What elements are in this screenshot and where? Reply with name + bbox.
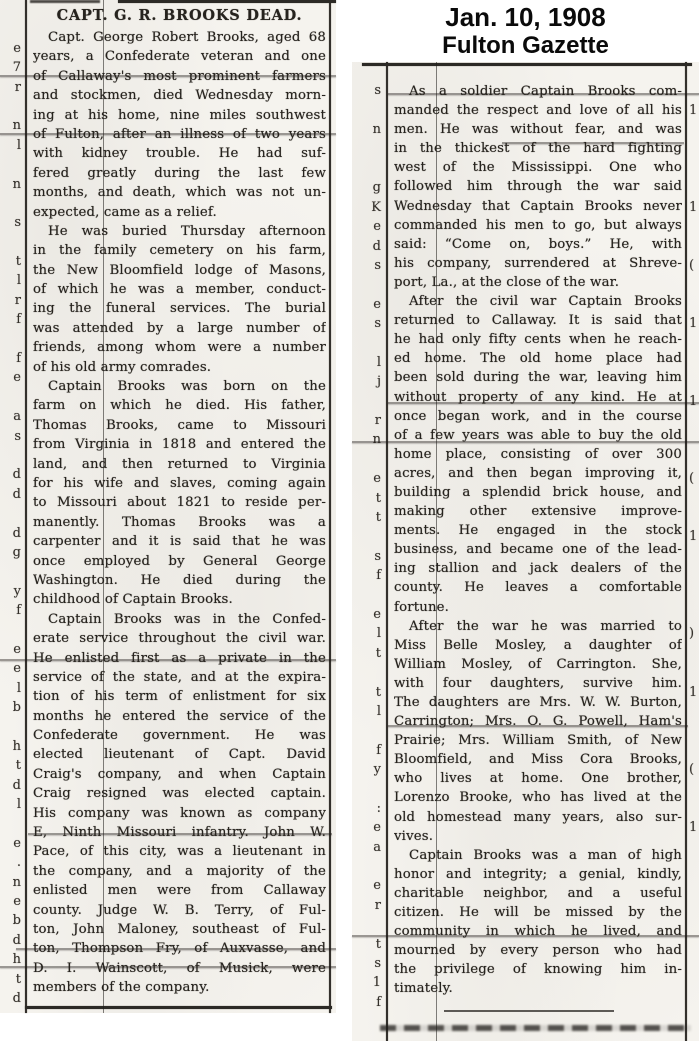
edge-fragment: y xyxy=(373,762,381,778)
text-line: with kidney trouble. He had suf- xyxy=(33,146,326,162)
left-column-right-border xyxy=(329,0,331,1013)
text-line: returned to Callaway. It is said that xyxy=(394,313,682,329)
edge-fragment: y xyxy=(13,583,21,599)
edge-fragment: 1 xyxy=(689,316,698,332)
edge-fragment xyxy=(687,779,699,798)
edge-fragment: l xyxy=(376,626,381,642)
edge-fragment: r xyxy=(374,897,381,913)
text-line: ing stallion and jack dealers of the xyxy=(394,561,682,577)
paragraph xyxy=(394,846,682,999)
paragraph xyxy=(394,617,682,846)
caption-source: Fulton Gazette xyxy=(442,32,609,59)
text-line: William Mosley, of Carrington. She, xyxy=(394,656,682,672)
text-line: was attended by a large number of xyxy=(33,320,326,336)
edge-fragment xyxy=(356,275,384,294)
text-line: mourned by every person who had xyxy=(394,943,682,959)
text-line: of which he was a member, conduct- xyxy=(33,282,326,298)
edge-fragment: t xyxy=(375,509,381,525)
edge-fragment xyxy=(687,237,699,256)
edge-fragment xyxy=(356,450,384,469)
text-line: manded the respect and love of all his xyxy=(394,103,682,119)
edge-fragment: n xyxy=(12,874,21,890)
text-line: acres, and then began improving it, xyxy=(394,465,682,481)
edge-fragment: s xyxy=(374,83,381,99)
text-line: of Fulton, after an illness of two years xyxy=(33,126,326,142)
edge-fragment xyxy=(356,915,384,934)
edge-fragment: 1 xyxy=(689,684,698,700)
edge-fragment xyxy=(687,372,699,391)
text-line: months, and death, which was not un- xyxy=(33,185,326,201)
edge-fragment: l xyxy=(16,680,21,696)
edge-fragment xyxy=(356,1032,384,1041)
text-line: timately. xyxy=(394,981,453,997)
edge-fragment: s xyxy=(14,428,21,444)
edge-fragment: r xyxy=(374,413,381,429)
edge-fragment: ( xyxy=(689,762,695,778)
edge-fragment xyxy=(687,799,699,818)
text-line: land, and then returned to Virginia xyxy=(33,456,326,472)
edge-fragment: : xyxy=(376,800,381,816)
left-clipping-bottom-border xyxy=(25,1006,332,1009)
text-line: expected, came as a relief. xyxy=(33,204,217,220)
edge-fragment: f xyxy=(376,742,381,758)
text-line: Pace, of this city, was a lieutenant in xyxy=(33,844,326,860)
edge-fragment xyxy=(0,562,24,581)
edge-fragment xyxy=(356,779,384,798)
text-line: D. I. Wainscott, of Musick, were xyxy=(33,960,326,976)
left-newspaper-clipping xyxy=(0,0,336,1013)
text-line: once employed by General George xyxy=(33,553,326,569)
edge-fragment xyxy=(0,19,24,38)
edge-fragment xyxy=(687,508,699,527)
edge-fragment xyxy=(0,504,24,523)
edge-fragment xyxy=(356,101,384,120)
gutter-cut-off-column-fragments xyxy=(356,62,384,1041)
edge-fragment: e xyxy=(13,661,21,677)
text-line: carpenter and it is said that he was xyxy=(33,534,326,550)
text-line: of a few years was able to buy the old xyxy=(394,427,682,443)
text-line: said: “Come on, boys.” He, with xyxy=(394,236,682,252)
text-line: home place, consisting of over 300 xyxy=(394,446,682,462)
text-line: ing at his home, nine miles southwest xyxy=(33,107,326,123)
edge-fragment xyxy=(687,644,699,663)
text-line: Captain Brooks was in the Confed- xyxy=(48,611,326,627)
edge-fragment: s xyxy=(374,257,381,273)
text-line: years, a Confederate veteran and one xyxy=(33,49,326,65)
text-line: Capt. George Robert Brooks, aged 68 xyxy=(48,30,326,45)
edge-fragment xyxy=(687,159,699,178)
edge-fragment xyxy=(687,140,699,159)
edge-fragment xyxy=(687,333,699,352)
text-line: from Virginia in 1818 and entered the xyxy=(33,437,326,453)
edge-fragment: t xyxy=(375,645,381,661)
edge-fragment xyxy=(687,721,699,740)
edge-fragment: . xyxy=(16,855,21,871)
text-line: Bloomfield, and Miss Cora Brooks, xyxy=(394,752,682,768)
article-headline: CAPT. G. R. BROOKS DEAD. xyxy=(56,7,303,24)
text-line: He was buried Thursday afternoon xyxy=(48,223,326,239)
edge-fragment xyxy=(356,527,384,546)
text-line: building a splendid brick house, and xyxy=(394,484,682,500)
caption-date: Jan. 10, 1908 xyxy=(445,2,606,32)
edge-fragment xyxy=(687,411,699,430)
edge-fragment xyxy=(356,392,384,411)
edge-fragment xyxy=(687,605,699,624)
edge-fragment xyxy=(0,1008,24,1013)
text-line: in the family cemetery on his farm, xyxy=(33,243,326,259)
edge-fragment: e xyxy=(13,641,21,657)
edge-fragment xyxy=(356,159,384,178)
paragraph xyxy=(33,610,326,998)
edge-fragment: l xyxy=(376,354,381,370)
edge-fragment: d xyxy=(372,238,381,254)
text-line: who lives at home. One brother, xyxy=(394,771,682,787)
edge-fragment: d xyxy=(12,525,21,541)
text-line: Carrington; Mrs. O. G. Powell, Ham's xyxy=(394,714,682,730)
right-newspaper-clipping xyxy=(352,62,699,1041)
text-line: Washington. He died during the xyxy=(33,572,326,588)
edge-fragment: f xyxy=(16,603,21,619)
text-line: followed him through the war said xyxy=(394,179,682,195)
right-clipping-top-border xyxy=(362,63,692,66)
edge-fragment: ( xyxy=(689,471,695,487)
paragraph xyxy=(33,222,326,377)
text-line: commanded his men to go, but always xyxy=(394,217,682,233)
edge-fragment: ) xyxy=(689,626,695,642)
edge-fragment: d xyxy=(12,467,21,483)
text-line: once began work, and in the course xyxy=(394,408,682,424)
edge-fragment: s xyxy=(374,955,381,971)
text-line: months he entered the service of the xyxy=(33,708,326,724)
edge-fragment: f xyxy=(376,994,381,1010)
edge-fragment: 1 xyxy=(689,393,698,409)
text-line: and stockmen, died Wednesday morn- xyxy=(33,88,326,104)
left-clipping-top-border xyxy=(118,0,336,3)
article-end-divider xyxy=(444,1010,614,1012)
edge-fragment: r xyxy=(14,79,21,95)
edge-fragment: e xyxy=(13,835,21,851)
edge-fragment xyxy=(0,388,24,407)
text-line: honor and integrity; a genial, kindly, xyxy=(394,866,682,882)
edge-fragment: j xyxy=(376,374,381,390)
text-line: ed home. The old home place had xyxy=(394,351,682,367)
edge-fragment: e xyxy=(373,606,381,622)
text-line: making other extensive improve- xyxy=(394,504,682,520)
text-line: elected lieutenant of Capt. David xyxy=(33,747,326,763)
text-line: old homestead many years, also sur- xyxy=(394,809,682,825)
text-line: enlisted men were from Callaway xyxy=(33,883,326,899)
left-cut-off-column-fragments xyxy=(0,0,24,1013)
text-line: Captain Brooks was born on the xyxy=(48,379,326,395)
edge-fragment xyxy=(0,155,24,174)
edge-fragment xyxy=(687,838,699,857)
edge-fragment: e xyxy=(13,893,21,909)
edge-fragment: d xyxy=(12,486,21,502)
text-line: farm on which he died. His father, xyxy=(33,398,326,414)
edge-fragment xyxy=(687,275,699,294)
edge-fragment xyxy=(687,295,699,314)
edge-fragment xyxy=(0,330,24,349)
text-line: E, Ninth Missouri infantry. John W. xyxy=(33,825,326,841)
text-line: The daughters are Mrs. W. W. Burton, xyxy=(394,695,682,710)
text-line: Craig's company, and when Captain xyxy=(33,766,326,782)
text-line: men. He was without fear, and was xyxy=(394,122,682,138)
text-line: the company, and a majority of the xyxy=(33,863,326,879)
text-line: county. He leaves a comfortable xyxy=(394,580,682,596)
text-line: ing the funeral services. The burial xyxy=(33,301,326,317)
text-line: friends, among whom were a number xyxy=(33,340,326,356)
text-line: he had only fifty cents when he reach- xyxy=(394,332,682,348)
text-line: west of the Mississippi. One who xyxy=(394,160,682,176)
text-line: without property of any kind. He at xyxy=(394,389,682,405)
edge-fragment: h xyxy=(12,738,21,754)
text-line: Miss Belle Mosley, a daughter of xyxy=(394,637,682,653)
edge-fragment xyxy=(687,547,699,566)
edge-fragment xyxy=(356,333,384,352)
edge-fragment xyxy=(687,353,699,372)
edge-fragment: e xyxy=(373,219,381,235)
edge-fragment xyxy=(0,194,24,213)
edge-fragment xyxy=(0,814,24,833)
text-line: Craig resigned was elected captain. xyxy=(33,786,326,802)
edge-fragment xyxy=(0,717,24,736)
edge-fragment xyxy=(356,663,384,682)
edge-fragment: b xyxy=(12,913,21,929)
edge-fragment xyxy=(687,217,699,236)
edge-fragment: e xyxy=(13,370,21,386)
edge-fragment: t xyxy=(375,490,381,506)
edge-fragment xyxy=(687,857,699,876)
edge-fragment xyxy=(687,896,699,915)
edge-fragment: n xyxy=(372,432,381,448)
text-line: been sold during the war, leaving him xyxy=(394,370,682,386)
edge-fragment: a xyxy=(13,409,21,425)
text-line: of Callaway's most prominent farmers xyxy=(33,68,326,84)
edge-fragment: f xyxy=(376,568,381,584)
text-line: members of the company. xyxy=(33,980,210,996)
edge-fragment: t xyxy=(15,971,21,987)
text-line: ton, John Maloney, southeast of Ful- xyxy=(33,921,326,937)
text-line: of his old army comrades. xyxy=(33,359,212,375)
left-column-text xyxy=(33,6,326,998)
text-line: ton, Thompson Fry, of Auxvasse, and xyxy=(33,941,326,957)
text-line: county. Judge W. B. Terry, of Ful- xyxy=(33,902,326,918)
edge-fragment xyxy=(356,857,384,876)
edge-fragment: d xyxy=(12,990,21,1006)
edge-fragment xyxy=(687,489,699,508)
edge-fragment xyxy=(0,97,24,116)
text-line: Lorenzo Brooke, who has lived at the xyxy=(394,790,682,806)
edge-fragment: 1 xyxy=(689,199,698,215)
edge-fragment: f xyxy=(16,312,21,328)
edge-fragment xyxy=(687,586,699,605)
text-line: Captain Brooks was a man of high xyxy=(409,847,682,863)
scan-smudge xyxy=(30,0,100,3)
edge-fragment: K xyxy=(371,199,381,215)
edge-fragment: n xyxy=(12,176,21,192)
edge-fragment xyxy=(687,178,699,197)
text-line: the New Bloomfield lodge of Masons, xyxy=(33,262,326,278)
text-line: vives. xyxy=(394,828,434,844)
edge-fragment: 7 xyxy=(12,60,21,76)
text-line: in the thickest of the hard fighting xyxy=(394,141,682,157)
edge-fragment xyxy=(687,876,699,895)
edge-fragment: n xyxy=(12,118,21,134)
left-column-left-border xyxy=(25,0,27,1013)
right-column-left-border xyxy=(386,62,388,1041)
edge-fragment: n xyxy=(372,122,381,138)
text-line: manently. Thomas Brooks was a xyxy=(33,514,326,530)
edge-fragment xyxy=(0,621,24,640)
cut-off-next-article-smudge xyxy=(380,1025,691,1031)
text-line: As a soldier Captain Brooks com- xyxy=(409,84,682,99)
text-line: Thomas Brooks, came to Missouri xyxy=(33,417,326,433)
edge-fragment xyxy=(0,233,24,252)
text-line: Confederate government. He was xyxy=(33,728,326,744)
edge-fragment: 1 xyxy=(689,102,698,118)
text-line: ments. He engaged in the stock xyxy=(394,523,682,539)
text-line: Wednesday that Captain Brooks never xyxy=(394,198,682,214)
edge-fragment: t xyxy=(15,758,21,774)
text-line: His company was known as company xyxy=(33,805,326,821)
edge-fragment xyxy=(687,663,699,682)
text-line: to Missouri about 1821 to reside per- xyxy=(33,495,326,511)
edge-fragment: t xyxy=(375,936,381,952)
text-line: business, and became one of the lead- xyxy=(394,542,682,558)
edge-fragment: e xyxy=(13,40,21,56)
edge-fragment: h xyxy=(12,952,21,968)
edge-fragment: g xyxy=(12,544,21,560)
edge-fragment: r xyxy=(14,292,21,308)
paragraph xyxy=(33,28,326,222)
clipping-caption xyxy=(352,2,699,60)
text-line: He enlisted first as a private in the xyxy=(33,650,326,666)
edge-fragment: e xyxy=(373,296,381,312)
edge-fragment: a xyxy=(373,839,381,855)
text-line: After the war he was married to xyxy=(409,618,682,634)
edge-fragment: e xyxy=(373,878,381,894)
edge-fragment: e xyxy=(373,820,381,836)
edge-fragment xyxy=(356,721,384,740)
edge-fragment xyxy=(0,0,24,19)
text-line: citizen. He will be missed by the xyxy=(394,905,682,921)
text-line: After the civil war Captain Brooks xyxy=(409,294,682,310)
edge-fragment: b xyxy=(12,700,21,716)
text-line: childhood of Captain Brooks. xyxy=(33,592,233,608)
text-line: Prairie; Mrs. William Smith, of New xyxy=(394,733,682,749)
edge-fragment: l xyxy=(16,137,21,153)
edge-fragment xyxy=(356,586,384,605)
text-line: charitable neighbor, and a useful xyxy=(394,885,682,901)
paragraph xyxy=(33,377,326,610)
edge-fragment: 1 xyxy=(689,529,698,545)
paragraph xyxy=(394,82,682,292)
edge-fragment xyxy=(687,566,699,585)
paragraph xyxy=(394,292,682,617)
edge-fragment: d xyxy=(12,932,21,948)
text-line: tion of his term of enlistment for six xyxy=(33,689,326,705)
text-line: for his wife and slaves, coming again xyxy=(33,475,326,491)
right-column-right-border xyxy=(685,62,687,1041)
edge-fragment: s xyxy=(14,215,21,231)
right-column-text xyxy=(394,82,682,999)
edge-fragment: t xyxy=(15,254,21,270)
edge-fragment: g xyxy=(372,180,381,196)
edge-fragment xyxy=(687,81,699,100)
right-cut-off-column-fragments xyxy=(687,62,699,1041)
edge-fragment: l xyxy=(16,273,21,289)
text-line: with four daughters, survive him. xyxy=(394,675,682,691)
edge-fragment xyxy=(687,120,699,139)
edge-fragment: e xyxy=(373,471,381,487)
edge-fragment: 1 xyxy=(689,820,698,836)
text-line: service of the state, and at the expira- xyxy=(33,669,326,685)
edge-fragment: l xyxy=(376,703,381,719)
text-line: his company, surrendered at Shreve- xyxy=(394,255,682,271)
edge-fragment xyxy=(687,702,699,721)
text-line: port, La., at the close of the war. xyxy=(394,274,620,290)
edge-fragment: 1 xyxy=(372,975,381,991)
right-column-paragraphs xyxy=(394,82,682,999)
edge-fragment: ( xyxy=(689,257,695,273)
left-column-paragraphs xyxy=(33,28,326,998)
text-line: fortune. xyxy=(394,599,450,615)
edge-fragment: s xyxy=(374,548,381,564)
edge-fragment: d xyxy=(12,777,21,793)
text-line: the privilege of knowing him in- xyxy=(394,962,682,978)
edge-fragment: s xyxy=(374,316,381,332)
edge-fragment xyxy=(687,741,699,760)
edge-fragment: t xyxy=(375,684,381,700)
text-line: community in which he lived, and xyxy=(394,924,682,940)
text-line: fered greatly during the last few xyxy=(33,165,326,181)
text-line: erate service throughout the civil war. xyxy=(33,631,326,647)
edge-fragment xyxy=(687,450,699,469)
edge-fragment: f xyxy=(16,351,21,367)
edge-fragment xyxy=(356,140,384,159)
edge-fragment: l xyxy=(16,797,21,813)
edge-fragment xyxy=(0,446,24,465)
